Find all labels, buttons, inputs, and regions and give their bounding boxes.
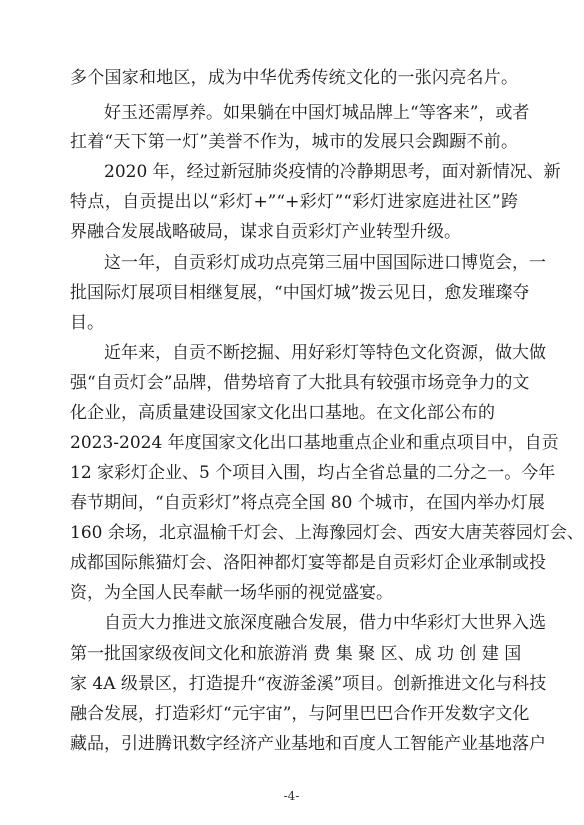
text-line-13: 2023-2024 年度国家文化出口基地重点企业和重点项目中，自贡	[70, 433, 559, 453]
text-line-18: 资，为全国人民奉献一场华丽的视觉盛宴。	[70, 583, 393, 603]
text-line-15: 春节期间，“自贡彩灯”将点亮全国 80 个城市，在国内举办灯展	[70, 493, 545, 513]
text-line-6: 界融合发展战略破局，谋求自贡彩灯产业转型升级。	[70, 222, 461, 242]
text-line-16: 160 余场，北京温榆千灯会、上海豫园灯会、西安大唐芙蓉园灯会、	[70, 523, 584, 543]
text-line-10: 近年来，自贡不断挖掘、用好彩灯等特色文化资源，做大做	[104, 343, 546, 363]
text-line-21: 家 4A 级景区，打造提升“夜游釜溪”项目。创新推进文化与科技	[70, 674, 547, 694]
text-line-20: 第一批国家级夜间文化和旅游消 费 集 聚 区、成 功 创 建 国	[70, 644, 522, 664]
text-line-12: 化企业，高质量建设国家文化出口基地。在文化部公布的	[70, 403, 495, 423]
text-line-8: 批国际灯展项目相继复展，“中国灯城”拨云见日，愈发璀璨夺	[70, 283, 530, 303]
text-line-2: 好玉还需厚养。如果躺在中国灯城品牌上“等客来”，或者	[104, 103, 530, 123]
text-line-14: 12 家彩灯企业、5 个项目入围，均占全省总量的二分之一。今年	[70, 463, 556, 483]
text-line-5: 特点，自贡提出以“彩灯+”“+彩灯”“彩灯进家庭进社区”跨	[70, 192, 518, 212]
text-line-3: 扛着“天下第一灯”美誉不作为，城市的发展只会踟蹰不前。	[70, 132, 518, 152]
text-line-9: 目。	[70, 313, 104, 333]
text-line-7: 这一年，自贡彩灯成功点亮第三届中国国际进口博览会，一	[104, 253, 546, 273]
text-line-11: 强“自贡灯会”品牌，借势培育了大批具有较强市场竞争力的文	[70, 373, 530, 393]
text-line-22: 融合发展，打造彩灯“元宇宙”，与阿里巴巴合作开发数字文化	[70, 704, 530, 724]
page-number: -4-	[283, 789, 300, 803]
text-line-4: 2020 年，经过新冠肺炎疫情的冷静期思考，面对新情况、新	[104, 162, 561, 182]
text-line-17: 成都国际熊猫灯会、洛阳神都灯宴等都是自贡彩灯企业承制或投	[70, 553, 546, 573]
text-line-23: 藏品，引进腾讯数字经济产业基地和百度人工智能产业基地落户	[70, 734, 546, 754]
text-line-1: 多个国家和地区，成为中华优秀传统文化的一张闪亮名片。	[70, 68, 518, 88]
text-line-19: 自贡大力推进文旅深度融合发展，借力中华彩灯大世界入选	[104, 613, 546, 633]
